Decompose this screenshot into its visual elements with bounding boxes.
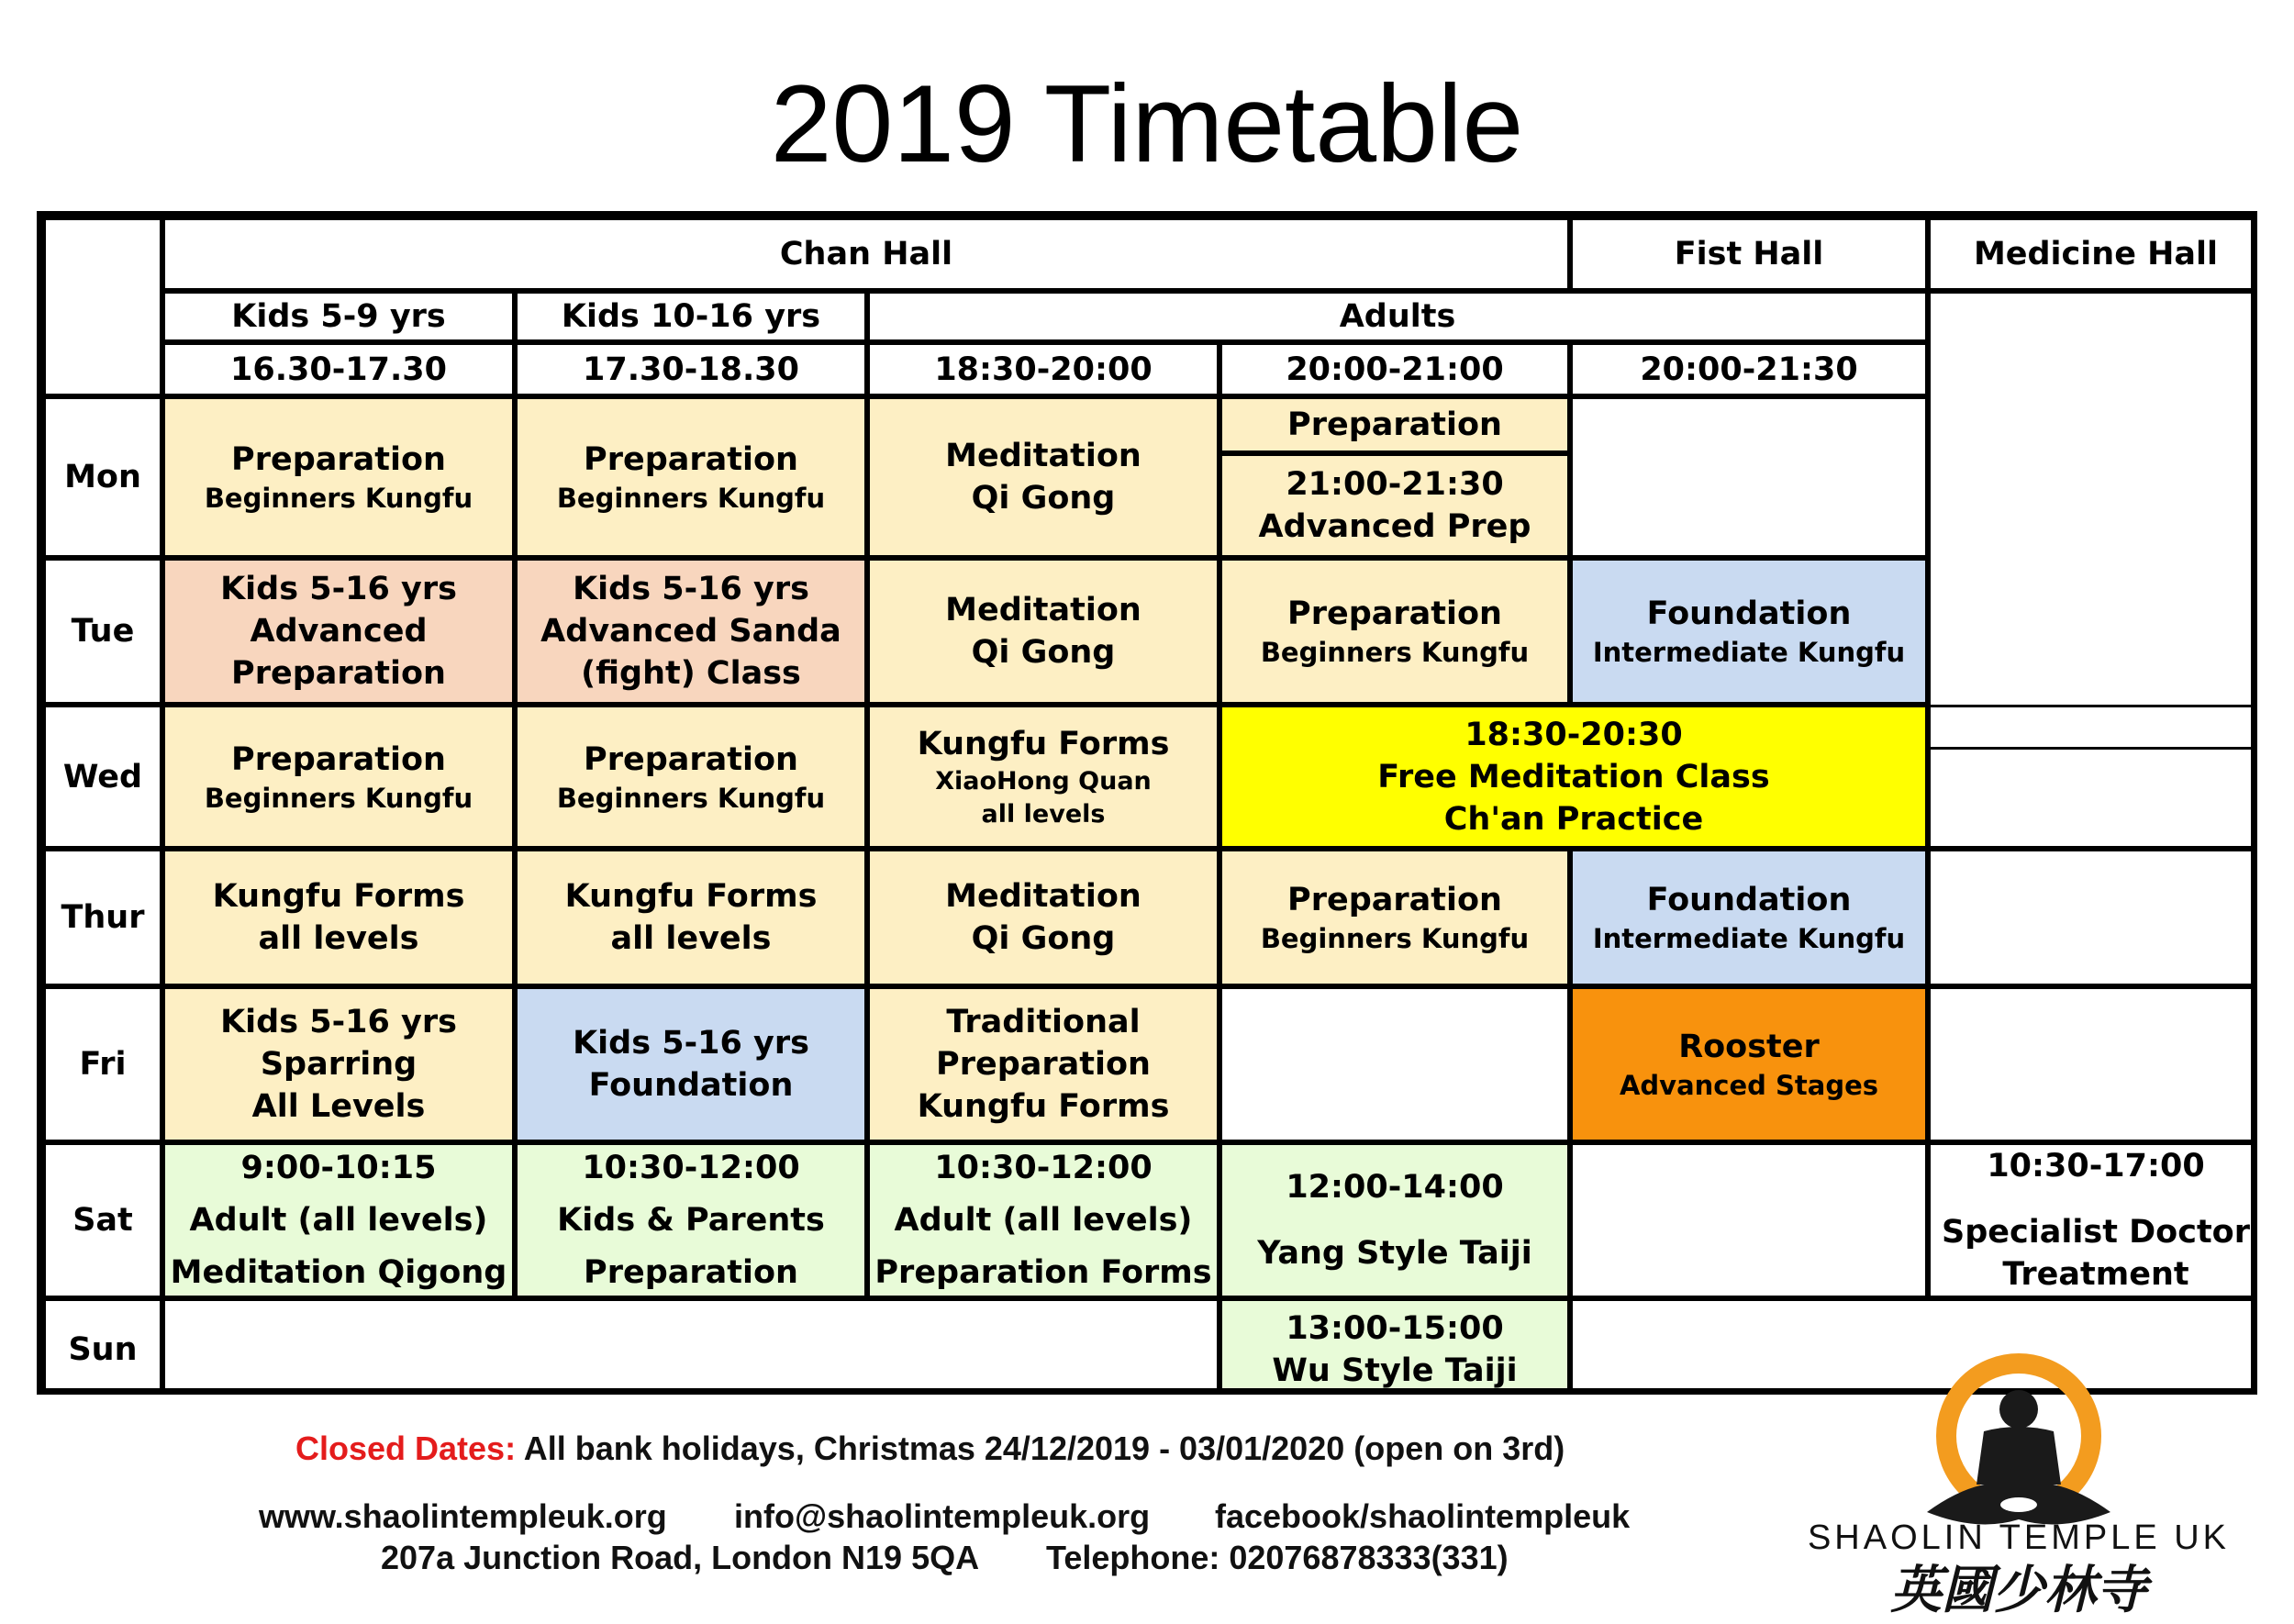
fri-kids-5-9-class: Kids 5-16 yrs Sparring All Levels [162, 986, 515, 1142]
tue-fist-hall-class: Foundation Intermediate Kungfu [1570, 558, 1928, 705]
page-title: 2019 Timetable [770, 62, 1524, 185]
medicine-empty-cell [1928, 849, 2257, 986]
fri-adults-2000-empty [1219, 986, 1570, 1142]
tue-kids-10-16-class: Kids 5-16 yrs Advanced Sanda (fight) Class [515, 558, 867, 705]
day-mon: Mon [43, 396, 162, 558]
sun-empty-cell [162, 1298, 1219, 1395]
tue-adults-2000-class: Preparation Beginners Kungfu [1219, 558, 1570, 705]
medicine-hall-header: Medicine Hall [1928, 217, 2257, 291]
sat-taiji-class: 12:00-14:00 Yang Style Taiji [1219, 1142, 1570, 1298]
wed-kids-5-9-class: Preparation Beginners Kungfu [162, 705, 515, 849]
sat-kids-5-9-class: 9:00-10:15 Adult (all levels) Meditation Qigong [162, 1142, 515, 1298]
corner-cell [43, 217, 162, 396]
time-col-4: 20:00-21:00 [1219, 342, 1570, 396]
mon-adults-1830-class: Meditation Qi Gong [867, 396, 1219, 558]
tue-kids-5-9-class: Kids 5-16 yrs Advanced Preparation [162, 558, 515, 705]
day-fri: Fri [43, 986, 162, 1142]
wed-free-meditation-class: 18:30-20:30 Free Meditation Class Ch'an Practice [1219, 705, 1928, 849]
thu-fist-hall-class: Foundation Intermediate Kungfu [1570, 849, 1928, 986]
mon-kids-5-9-class: Preparation Beginners Kungfu [162, 396, 515, 558]
thu-adults-1830-class: Meditation Qi Gong [867, 849, 1219, 986]
group-kids-5-9: Kids 5-9 yrs [162, 291, 515, 342]
closed-dates-text: All bank holidays, Christmas 24/12/2019 - 03/01/2020 (open on 3rd) [523, 1429, 1565, 1467]
thu-kids-10-16-class: Kungfu Forms all levels [515, 849, 867, 986]
sat-fist-hall-empty [1570, 1142, 1928, 1298]
mon-fist-hall-empty [1570, 396, 1928, 558]
group-kids-10-16: Kids 10-16 yrs [515, 291, 867, 342]
day-tue: Tue [43, 558, 162, 705]
logo-name: SHAOLIN TEMPLE UK [1807, 1518, 2231, 1557]
medicine-empty-cell [1928, 291, 2257, 750]
group-adults: Adults [867, 291, 1928, 342]
day-wed: Wed [43, 705, 162, 849]
wed-kids-10-16-class: Preparation Beginners Kungfu [515, 705, 867, 849]
telephone: Telephone: 02076878333(331) [1046, 1539, 1509, 1576]
sat-medicine-hall-class: 10:30-17:00 Specialist Doctor Treatment [1928, 1142, 2257, 1298]
medicine-empty-cell [1928, 705, 2257, 849]
fri-kids-10-16-class: Kids 5-16 yrs Foundation [515, 986, 867, 1142]
sun-taiji-class: 13:00-15:00 Wu Style Taiji [1219, 1298, 1570, 1395]
mon-kids-10-16-class: Preparation Beginners Kungfu [515, 396, 867, 558]
medicine-empty-cell [1928, 986, 2257, 1142]
mon-adults-2100-class: 21:00-21:30 Advanced Prep [1219, 453, 1570, 558]
address: 207a Junction Road, London N19 5QA [381, 1539, 980, 1576]
thu-kids-5-9-class: Kungfu Forms all levels [162, 849, 515, 986]
website-link[interactable]: www.shaolintempleuk.org [259, 1497, 667, 1535]
sat-adults-1030-class: 10:30-12:00 Adult (all levels) Preparation Forms [867, 1142, 1219, 1298]
time-col-3: 18:30-20:00 [867, 342, 1219, 396]
fist-hall-header: Fist Hall [1570, 217, 1928, 291]
time-col-1: 16.30-17.30 [162, 342, 515, 396]
mon-adults-2000-class: Preparation [1219, 396, 1570, 453]
day-sat: Sat [43, 1142, 162, 1298]
day-sun: Sun [43, 1298, 162, 1395]
chan-hall-header: Chan Hall [162, 217, 1570, 291]
thu-adults-2000-class: Preparation Beginners Kungfu [1219, 849, 1570, 986]
email-link[interactable]: info@shaolintempleuk.org [734, 1497, 1151, 1535]
facebook-link[interactable]: facebook/shaolintempleuk [1215, 1497, 1631, 1535]
fri-fist-hall-class: Rooster Advanced Stages [1570, 986, 1928, 1142]
logo-chinese-name: 英國少林寺 [1890, 1560, 2147, 1620]
fri-adults-1830-class: Traditional Preparation Kungfu Forms [867, 986, 1219, 1142]
time-col-5: 20:00-21:30 [1570, 342, 1928, 396]
sat-kids-10-16-class: 10:30-12:00 Kids & Parents Preparation [515, 1142, 867, 1298]
day-thu: Thur [43, 849, 162, 986]
tue-adults-1830-class: Meditation Qi Gong [867, 558, 1219, 705]
closed-dates-label: Closed Dates: [295, 1429, 517, 1467]
closed-dates [295, 1429, 1565, 1468]
timetable-grid [37, 211, 2257, 1395]
wed-adults-1830-class: Kungfu Forms XiaoHong Quan all levels [867, 705, 1219, 849]
time-col-2: 17.30-18.30 [515, 342, 867, 396]
